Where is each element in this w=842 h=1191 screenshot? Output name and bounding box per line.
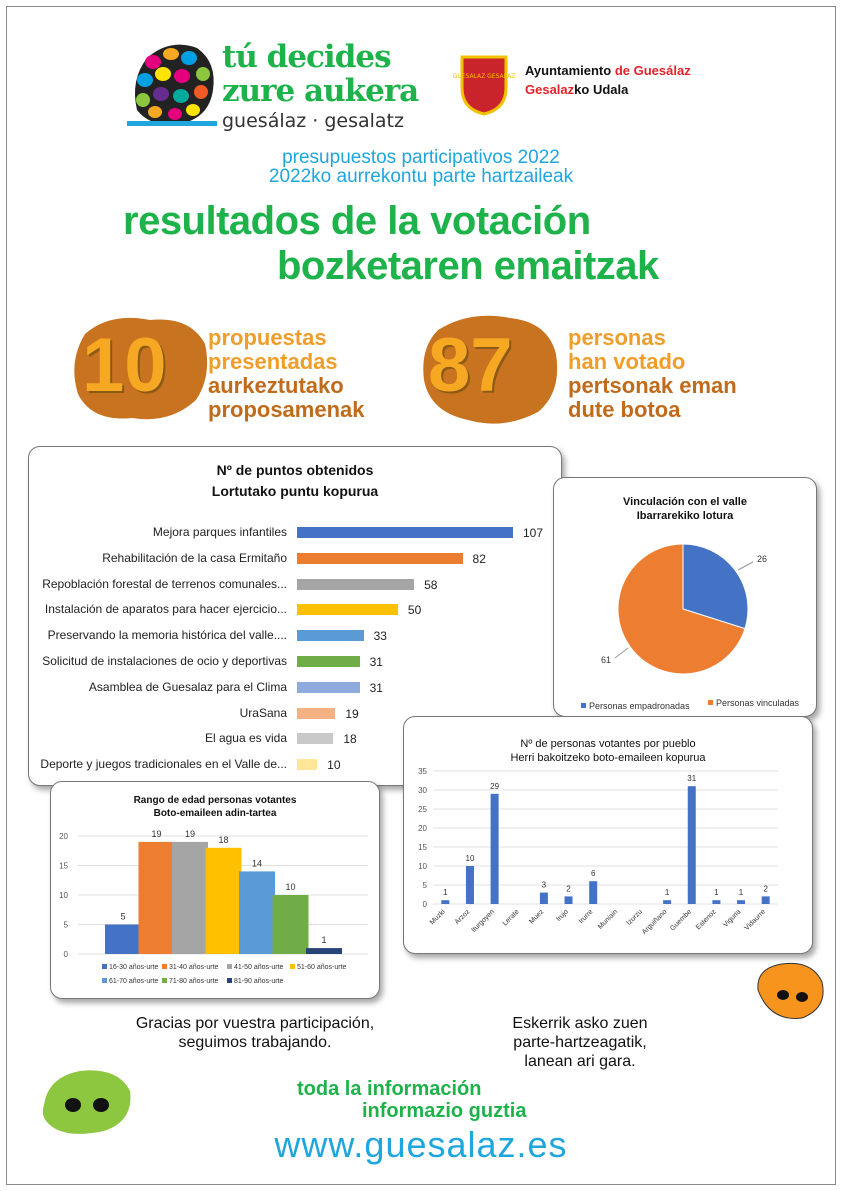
logo-subtitle: guesálaz · gesalatz bbox=[222, 110, 404, 132]
town-chart-title: Nº de personas votantes por pueblo bbox=[520, 738, 696, 750]
bar-category-label: Deporte y juegos tradicionales en el Valle de... bbox=[40, 757, 287, 772]
x-tick-label: Arguiñano bbox=[640, 908, 669, 936]
bar-category-label: Instalación de aparatos para hacer ejercicio... bbox=[44, 602, 287, 617]
bar bbox=[737, 900, 745, 904]
x-tick-label: Lerate bbox=[501, 908, 521, 928]
bar-value-label: 10 bbox=[465, 854, 475, 863]
bar bbox=[297, 630, 364, 641]
bar-category-label: Asamblea de Guesalaz para el Clima bbox=[88, 679, 287, 694]
title-es: resultados de la votación bbox=[123, 199, 591, 243]
bar-value-label: 1 bbox=[714, 888, 719, 898]
y-tick-label: 5 bbox=[63, 920, 68, 930]
x-tick-label: Irurre bbox=[577, 908, 595, 926]
tu-decides-logo-icon bbox=[125, 40, 220, 128]
bar-value-label: 31 bbox=[369, 655, 383, 669]
bar-category-label: Rehabilitación de la casa Ermitaño bbox=[102, 550, 287, 565]
bar-value-label: 1 bbox=[443, 888, 448, 898]
legend-label: Personas vinculadas bbox=[716, 698, 800, 708]
legend-label: 41-50 años-urte bbox=[234, 964, 284, 971]
stat-voters-line3: pertsonak eman bbox=[568, 373, 737, 398]
points-chart-subtitle: Lortutako puntu kopurua bbox=[211, 483, 379, 499]
town-chart-subtitle: Herri bakoitzeko boto-emaileen kopurua bbox=[510, 752, 706, 764]
bar bbox=[297, 656, 360, 667]
legend-swatch bbox=[227, 978, 232, 983]
legend-label: 31-40 años-urte bbox=[169, 964, 219, 971]
bar-value-label: 58 bbox=[424, 577, 438, 592]
bar-category-label: Mejora parques infantiles bbox=[152, 525, 287, 539]
bar-value-label: 31 bbox=[687, 774, 697, 784]
bar-value-label: 1 bbox=[738, 888, 744, 898]
stat-voters-line2: han votado bbox=[568, 349, 686, 374]
age-bar-chart bbox=[50, 820, 380, 998]
logo-line1: tú decides bbox=[222, 39, 391, 75]
bar-value-label: 19 bbox=[184, 828, 196, 839]
x-tick-label: Vidaurre bbox=[743, 908, 768, 933]
legend-label: 16-30 años-urte bbox=[109, 964, 159, 971]
y-tick-label: 10 bbox=[59, 891, 68, 900]
points-chart-title: Nº de puntos obtenidos bbox=[216, 462, 374, 478]
stat-proposals-number: 10 bbox=[82, 323, 167, 408]
bar bbox=[762, 896, 770, 904]
vinculation-chart-title: Vinculación con el valle bbox=[623, 496, 747, 508]
x-tick-label: Arzoz bbox=[453, 908, 472, 927]
thanks-es: Gracias por vuestra participación, seguimos trabajando. bbox=[135, 1015, 375, 1051]
subtitle-eu: 2022ko aurrekontu parte hartzaileak bbox=[268, 166, 574, 187]
town-bar-chart bbox=[403, 762, 813, 952]
legend-swatch bbox=[102, 964, 107, 969]
y-tick-label: 20 bbox=[59, 832, 68, 841]
bar bbox=[491, 794, 499, 904]
title-eu: bozketaren emaitzak bbox=[277, 244, 659, 288]
thanks-eu: Eskerrik asko zuen parte-hartzeagatik, lanean ari gara. bbox=[512, 1015, 648, 1070]
bar bbox=[565, 896, 573, 904]
y-tick-label: 25 bbox=[418, 805, 427, 814]
bar bbox=[297, 733, 333, 744]
legend-swatch bbox=[290, 964, 295, 969]
subtitle-es: presupuestos participativos 2022 bbox=[282, 147, 560, 168]
age-chart-title: Rango de edad personas votantes bbox=[133, 795, 297, 806]
bar bbox=[105, 925, 141, 955]
legend-label: 71-80 años-urte bbox=[169, 978, 219, 985]
bar bbox=[663, 900, 671, 904]
bar bbox=[239, 871, 275, 954]
stat-voters-line4: dute botoa bbox=[568, 397, 681, 422]
legend-label: 81-90 años-urte bbox=[234, 978, 284, 985]
vinculation-pie-chart bbox=[553, 530, 817, 715]
bar-category-label: Solicitud de instalaciones de ocio y deportivas bbox=[42, 654, 287, 668]
ayuntamiento-label: Ayuntamiento de Guesálaz bbox=[525, 63, 691, 78]
legend-swatch bbox=[708, 700, 713, 705]
bar bbox=[206, 848, 242, 954]
legend-label: Personas empadronadas bbox=[589, 701, 690, 711]
bar-value-label: 18 bbox=[218, 834, 229, 845]
bar bbox=[297, 682, 360, 693]
y-tick-label: 0 bbox=[422, 900, 427, 909]
y-tick-label: 5 bbox=[422, 881, 427, 890]
age-chart-subtitle: Boto-emaileen adin-tartea bbox=[153, 808, 277, 819]
bar-value-label: 19 bbox=[151, 828, 162, 839]
bar bbox=[297, 527, 513, 538]
bar-value-label: 18 bbox=[343, 732, 357, 747]
bar bbox=[297, 604, 398, 615]
bar-value-label: 82 bbox=[472, 551, 486, 566]
bar-category-label: El agua es vida bbox=[204, 731, 287, 746]
x-tick-label: Irujo bbox=[555, 908, 570, 924]
info-es: toda la información bbox=[297, 1078, 482, 1100]
x-tick-label: Muez bbox=[528, 908, 546, 926]
bar bbox=[297, 759, 317, 770]
logo-line2: zure aukera bbox=[222, 73, 419, 109]
legend-swatch bbox=[162, 978, 167, 983]
stat-voters-number: 87 bbox=[428, 323, 513, 408]
bar-value-label: 50 bbox=[407, 603, 422, 618]
shield-text: GUESALAZ GESALAZ bbox=[452, 73, 516, 80]
bar bbox=[540, 893, 548, 904]
y-tick-label: 30 bbox=[418, 786, 427, 795]
bar-value-label: 33 bbox=[373, 629, 387, 644]
bar-value-label: 2 bbox=[763, 884, 768, 894]
legend-label: 51-60 años-urte bbox=[297, 964, 347, 971]
vinculation-chart-subtitle: Ibarrarekiko lotura bbox=[636, 510, 734, 522]
bar bbox=[589, 881, 597, 904]
x-tick-label: Viguria bbox=[722, 908, 743, 929]
bar-value-label: 1 bbox=[321, 935, 327, 946]
stat-voters-line1: personas bbox=[568, 325, 666, 350]
bar-value-label: 2 bbox=[566, 884, 571, 894]
x-tick-label: Guembe bbox=[669, 908, 694, 933]
bar-value-label: 3 bbox=[541, 880, 547, 890]
bar-value-label: 29 bbox=[490, 781, 500, 791]
bar bbox=[688, 786, 696, 904]
stat-proposals-line4: proposamenak bbox=[208, 397, 365, 422]
legend-swatch bbox=[581, 703, 586, 708]
bar bbox=[172, 842, 208, 954]
bar-value-label: 10 bbox=[327, 758, 341, 773]
y-tick-label: 15 bbox=[59, 861, 68, 871]
bar-value-label: 6 bbox=[590, 869, 596, 879]
x-tick-label: Muzki bbox=[428, 908, 447, 927]
bar-value-label: 14 bbox=[251, 858, 263, 869]
bar-category-label: UraSana bbox=[239, 705, 287, 720]
bar-value-label: 31 bbox=[369, 680, 383, 695]
bar bbox=[466, 866, 474, 904]
y-tick-label: 10 bbox=[418, 862, 427, 871]
x-tick-label: Iturgoyen bbox=[470, 908, 497, 935]
bar bbox=[273, 895, 309, 954]
website-link[interactable]: www.guesalaz.es bbox=[274, 1124, 568, 1165]
stat-proposals-line1: propuestas bbox=[208, 325, 327, 350]
x-tick-label: Muniain bbox=[596, 908, 620, 931]
y-tick-label: 15 bbox=[418, 843, 427, 852]
bar-category-label: Preservando la memoria histórica del valle.... bbox=[47, 628, 287, 643]
y-tick-label: 20 bbox=[418, 824, 427, 833]
stat-proposals-line2: presentadas bbox=[208, 349, 338, 374]
pie-leader-line bbox=[738, 562, 753, 570]
y-tick-label: 0 bbox=[63, 950, 68, 959]
bar bbox=[139, 842, 175, 954]
udala-label: Gesalazko Udala bbox=[525, 82, 629, 97]
orange-blob-icon bbox=[752, 960, 828, 1022]
bar bbox=[712, 900, 720, 904]
legend-swatch bbox=[162, 964, 167, 969]
guesalaz-shield-icon bbox=[452, 54, 516, 116]
bar bbox=[297, 579, 414, 590]
pie-leader-line bbox=[615, 648, 628, 658]
info-eu: informazio guztia bbox=[362, 1100, 527, 1122]
bar-category-label: Repoblación forestal de terrenos comunales... bbox=[42, 576, 287, 591]
legend-swatch bbox=[227, 964, 232, 969]
bar-value-label: 1 bbox=[664, 888, 670, 898]
x-tick-label: Izurzu bbox=[625, 908, 644, 927]
legend-swatch bbox=[102, 978, 107, 983]
pie-value-label: 26 bbox=[757, 554, 768, 564]
bar-value-label: 5 bbox=[120, 911, 126, 922]
bar bbox=[306, 948, 342, 954]
bar-value-label: 10 bbox=[285, 882, 296, 892]
bar bbox=[441, 900, 449, 904]
bar-value-label: 107 bbox=[523, 526, 544, 540]
bar-value-label: 19 bbox=[345, 706, 359, 721]
y-tick-label: 35 bbox=[418, 767, 427, 776]
bar bbox=[297, 553, 463, 564]
pie-value-label: 61 bbox=[601, 655, 612, 665]
stat-proposals-line3: aurkeztutako bbox=[208, 373, 344, 398]
x-tick-label: Estenoz bbox=[694, 908, 718, 932]
legend-label: 61-70 años-urte bbox=[109, 978, 159, 985]
bar bbox=[297, 708, 335, 719]
